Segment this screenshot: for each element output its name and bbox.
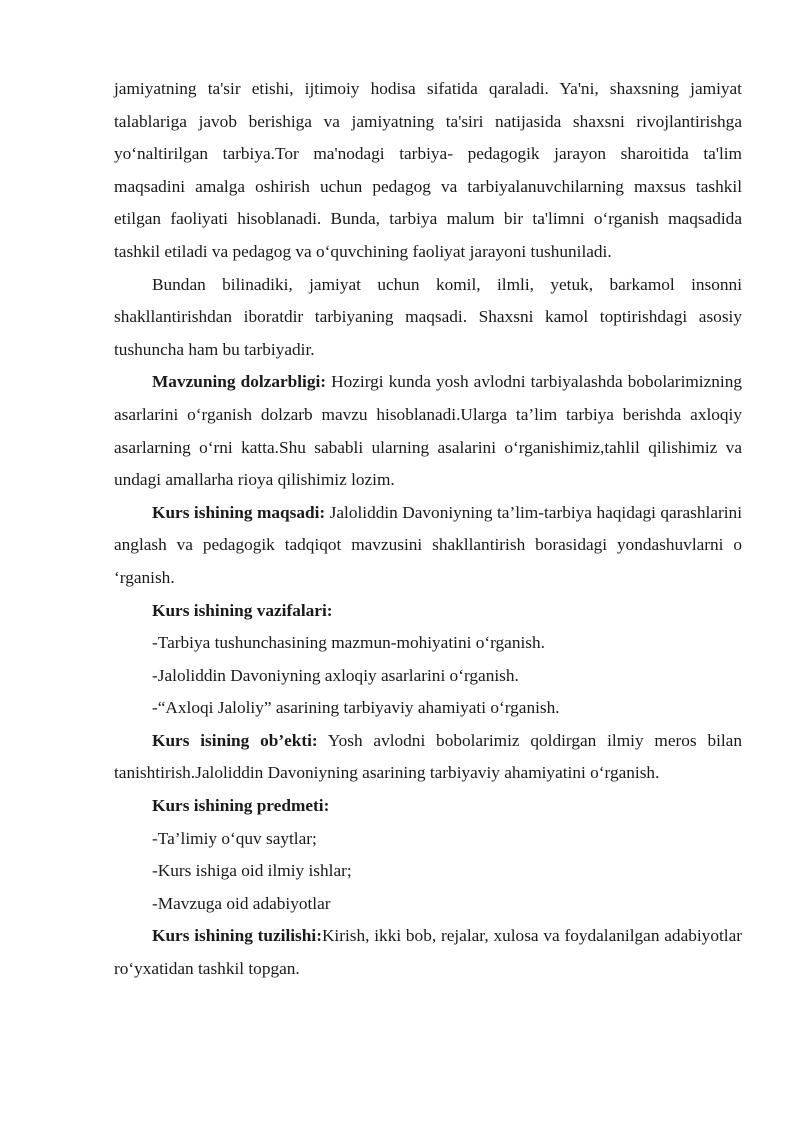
task-item: -Tarbiya tushunchasining mazmun-mohiyatini o‘rganish. — [152, 633, 545, 653]
section-tasks — [114, 595, 742, 628]
tasks-heading: Kurs ishining vazifalari: — [152, 600, 333, 620]
object-heading: Kurs isining ob’ekti: — [152, 730, 318, 750]
relevance-heading: Mavzuning dolzarbligi: — [152, 372, 327, 392]
section-relevance — [114, 366, 742, 496]
subject-item: -Mavzuga oid adabiyotlar — [152, 893, 331, 913]
subject-heading: Kurs ishining predmeti: — [152, 796, 330, 816]
subject-item: -Ta’limiy o‘quv saytlar; — [152, 828, 317, 848]
subject-item: -Kurs ishiga oid ilmiy ishlar; — [152, 861, 352, 881]
paragraph-tarbiya-goal: Bundan bilinadiki, jamiyat uchun komil, ilmli, yetuk, barkamol insonni shakllantirishdan iboratdir tarbiyaning maqsadi. Shaxsni kamol toptirishdagi asosiy tushuncha ham bu tarbiyadir. — [114, 274, 742, 359]
section-subject — [114, 790, 742, 823]
structure-heading: Kurs ishining tuzilishi: — [152, 926, 322, 946]
document-page — [114, 73, 742, 986]
object-text: Yosh avlodni bobolarimiz qoldirgan ilmiy meros bilan tanishtirish.Jaloliddin Davoniyning asarining tarbiyaviy ahamiyatini o‘rganish. — [114, 730, 742, 783]
section-goal — [114, 497, 742, 595]
goal-heading: Kurs ishining maqsadi: — [152, 502, 326, 522]
structure-text: Kirish, ikki bob, rejalar, xulosa va foydalanilgan adabiyotlar ro‘yxatidan tashkil topgan. — [114, 926, 742, 979]
task-item: -“Axloqi Jaloliy” asarining tarbiyaviy ahamiyati o‘rganish. — [152, 698, 560, 718]
section-object — [114, 725, 742, 790]
paragraph-tarbiya-definition: jamiyatning ta'sir etishi, ijtimoiy hodisa sifatida qaraladi. Ya'ni, shaxsning jamiyat talablariga javob berishiga va jamiyatning ta'siri natijasida shaxsni rivojlantirishga yo‘naltirilgan tarbiya.Tor ma'nodagi tarbiya- pedagogik jarayon sharoitida ta'lim maqsadini amalga oshirish uchun pedagog va tarbiyalanuvchilarning maxsus tashkil etilgan faoliyati hisoblanadi. Bunda, tarbiya malum bir ta'limni o‘rganish maqsadida tashkil etiladi va pedagog va o‘quvchining faoliyat jarayoni tushuniladi. — [114, 79, 742, 261]
task-item: -Jaloliddin Davoniyning axloqiy asarlarini o‘rganish. — [152, 665, 519, 685]
goal-text: Jaloliddin Davoniyning ta’lim-tarbiya haqidagi qarashlarini anglash va pedagogik tadqiqot mavzusini shakllantirish borasidagi yondashuvlarni o ‘rganish. — [114, 502, 742, 587]
relevance-text: Hozirgi kunda yosh avlodni tarbiyalashda bobolarimizning asarlarini o‘rganish dolzarb mavzu hisoblanadi.Ularga ta’lim tarbiya berishda axloqiy asarlarning o‘rni katta.Shu sababli ularning asalarini o‘rganishimiz,tahlil qilishimiz va undagi amallarha rioya qilishimiz lozim. — [114, 372, 743, 490]
section-structure — [114, 920, 742, 985]
